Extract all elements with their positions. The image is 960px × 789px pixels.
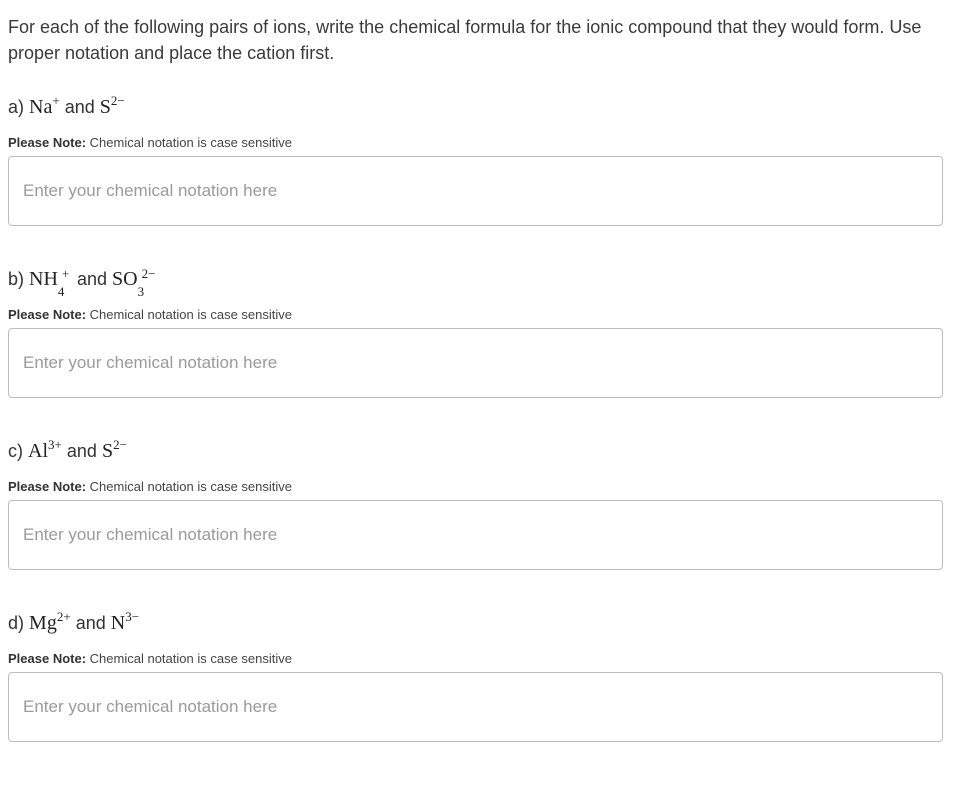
note-prefix: Please Note: — [8, 307, 87, 322]
anion-symbol: S — [99, 96, 111, 118]
and-word: and — [66, 441, 97, 461]
cation-charge: 2+ — [56, 609, 71, 624]
case-sensitivity-note — [8, 307, 943, 323]
question-label — [8, 264, 943, 299]
note-prefix: Please Note: — [8, 135, 87, 150]
question-letter: d) — [8, 613, 25, 633]
answer-input-a[interactable] — [8, 156, 943, 226]
question-label — [8, 436, 943, 466]
case-sensitivity-note — [8, 135, 943, 151]
anion-symbol: N — [110, 612, 126, 634]
note-text: Chemical notation is case sensitive — [89, 135, 292, 150]
anion-charge: 2− — [141, 266, 156, 281]
note-prefix: Please Note: — [8, 479, 87, 494]
cation-charge: + — [52, 93, 60, 108]
note-text: Chemical notation is case sensitive — [89, 479, 292, 494]
anion-formula — [110, 609, 140, 634]
cation-formula — [29, 266, 72, 299]
instructions-text: For each of the following pairs of ions, write the chemical formula for the ionic compound that they would form. Use proper notation and place the cation first. — [8, 17, 922, 63]
question-a — [8, 92, 943, 226]
note-text: Chemical notation is case sensitive — [89, 307, 292, 322]
cation-subscript: 4 — [57, 284, 65, 299]
cation-charge: 3+ — [48, 437, 62, 452]
anion-symbol: SO — [112, 268, 138, 290]
cation-symbol: Mg — [29, 612, 57, 634]
anion-formula — [101, 437, 127, 462]
cation-symbol: Na — [29, 96, 53, 118]
question-d — [8, 608, 943, 742]
cation-charge: + — [61, 266, 70, 281]
and-word: and — [75, 613, 106, 633]
question-b — [8, 264, 943, 398]
question-letter: a) — [8, 97, 25, 117]
anion-charge: 2− — [110, 93, 125, 108]
note-text: Chemical notation is case sensitive — [89, 651, 292, 666]
answer-input-c[interactable] — [8, 500, 943, 570]
answer-input-b[interactable] — [8, 328, 943, 398]
and-word: and — [76, 269, 107, 289]
question-letter: b) — [8, 269, 25, 289]
anion-formula — [99, 93, 125, 118]
answer-input-d[interactable] — [8, 672, 943, 742]
cation-formula — [29, 609, 71, 634]
question-label — [8, 92, 943, 122]
anion-formula — [112, 266, 160, 299]
anion-subscript: 3 — [137, 284, 145, 299]
and-word: and — [64, 97, 95, 117]
question-letter: c) — [8, 441, 23, 461]
cation-symbol: Al — [28, 440, 49, 462]
question-label — [8, 608, 943, 638]
cation-formula — [29, 93, 60, 118]
case-sensitivity-note — [8, 651, 943, 667]
cation-formula — [28, 437, 62, 462]
note-prefix: Please Note: — [8, 651, 87, 666]
case-sensitivity-note — [8, 479, 943, 495]
question-c — [8, 436, 943, 570]
cation-symbol: NH — [29, 268, 58, 290]
anion-charge: 3− — [125, 609, 140, 624]
anion-symbol: S — [101, 440, 114, 462]
anion-charge: 2− — [113, 437, 127, 452]
